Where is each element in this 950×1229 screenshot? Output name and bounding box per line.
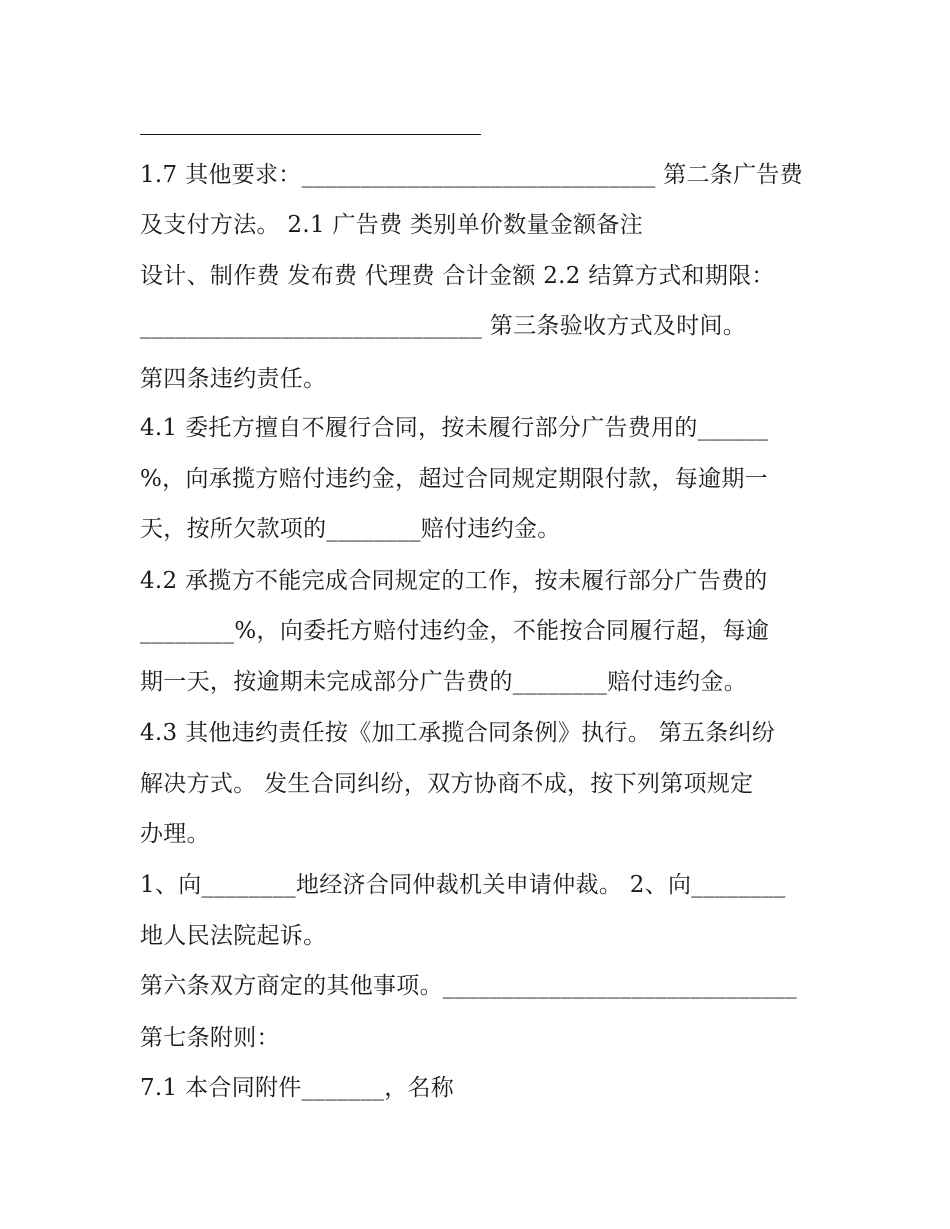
line-clause-4-1-cont: %，向承揽方赔付违约金，超过合同规定期限付款，每逾期一 xyxy=(140,466,768,492)
line-clause-4-3: 4.3 其他违约责任按《加工承揽合同条例》执行。 第五条纠纷 xyxy=(140,720,776,746)
line-fee-categories: 设计、制作费 发布费 代理费 合计金额 2.2 结算方式和期限： xyxy=(140,263,775,289)
line-supplementary-heading: 第七条附则： xyxy=(140,1025,280,1051)
line-court: 地人民法院起诉。 xyxy=(140,923,327,949)
top-blank-underline xyxy=(140,134,481,135)
line-dispute-resolution: 解决方式。 发生合同纠纷，双方协商不成，按下列第项规定 xyxy=(140,771,754,797)
line-acceptance: _____________________________ 第三条验收方式及时间。 xyxy=(140,313,747,339)
line-payment-method: 及支付方法。 2.1 广告费 类别单价数量金额备注 xyxy=(140,212,644,238)
line-attachments: 7.1 本合同附件_______，名称 xyxy=(140,1075,455,1101)
line-clause-4-2-cont: ________%，向委托方赔付违约金，不能按合同履行超，每逾 xyxy=(140,618,770,644)
line-clause-4-2: 4.2 承揽方不能完成合同规定的工作，按未履行部分广告费的 xyxy=(140,568,768,594)
line-liability-heading: 第四条违约责任。 xyxy=(140,366,327,392)
line-clause-4-1-end: 天，按所欠款项的________赔付违约金。 xyxy=(140,516,561,542)
line-clause-4-2-end: 期一天，按逾期未完成部分广告费的________赔付违约金。 xyxy=(140,669,747,695)
line-clause-4-1: 4.1 委托方擅自不履行合同，按未履行部分广告费用的______ xyxy=(140,415,769,441)
line-other-requirements: 1.7 其他要求：______________________________ 第二条广告费 xyxy=(140,162,803,188)
line-other-matters: 第六条双方商定的其他事项。______________________________ xyxy=(140,973,797,999)
line-dispute-end: 办理。 xyxy=(140,821,210,847)
line-arbitration-options: 1、向________地经济合同仲裁机关申请仲裁。 2、向________ xyxy=(140,872,786,898)
